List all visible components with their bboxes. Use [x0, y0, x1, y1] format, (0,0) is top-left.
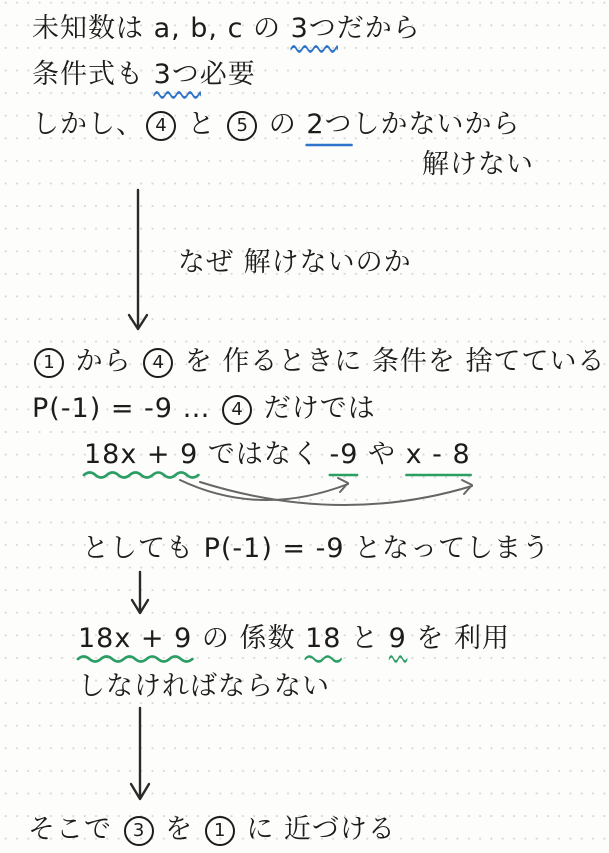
note-line-7 — [32, 392, 376, 426]
note-line-12 — [28, 813, 396, 847]
text: から — [66, 346, 142, 377]
wavy-underline — [154, 90, 200, 100]
text: 18x + 9 — [84, 439, 199, 470]
text: の — [259, 109, 307, 140]
text: ではなく — [198, 439, 330, 470]
highlight-three — [154, 58, 200, 92]
note-line-9: としても P(-1) = -9 となってしまう — [82, 533, 551, 564]
text: そこで — [28, 814, 122, 845]
highlight-expression — [78, 622, 192, 656]
note-line-2 — [32, 58, 256, 92]
circled-number-3: 3 — [124, 816, 154, 846]
highlight-minus-nine — [329, 438, 358, 472]
text: を — [155, 814, 203, 845]
text: だけでは — [254, 393, 376, 424]
text: 9 — [388, 623, 407, 654]
circled-number-4: 4 — [143, 348, 173, 378]
text: しかないから — [352, 109, 521, 140]
curved-arrows-icon — [170, 470, 490, 520]
text: 2つ — [306, 109, 353, 140]
text: 条件式も — [32, 59, 154, 90]
text: や — [358, 439, 406, 470]
text: に 近づける — [236, 814, 396, 845]
note-line-3 — [32, 108, 521, 142]
text: 18x + 9 — [78, 623, 193, 654]
note-line-1 — [32, 12, 421, 46]
text: だから — [336, 13, 421, 44]
down-arrow-icon — [128, 708, 152, 806]
text: と — [341, 623, 389, 654]
wavy-underline — [291, 44, 337, 54]
circled-number-1: 1 — [205, 816, 235, 846]
note-line-4: 解けない — [422, 149, 534, 180]
text: 18 — [305, 623, 342, 654]
note-line-6 — [32, 345, 606, 379]
note-line-8 — [84, 438, 471, 472]
text: P(-1) = -9 … — [32, 393, 221, 424]
note-line-5: なぜ 解けないのか — [178, 247, 412, 278]
straight-underline — [306, 140, 352, 150]
highlight-eighteen — [305, 622, 341, 656]
circled-number-1: 1 — [34, 348, 64, 378]
wavy-underline — [305, 654, 341, 664]
circled-number-4: 4 — [222, 395, 252, 425]
highlight-two — [306, 108, 352, 142]
circled-number-5: 5 — [227, 111, 257, 141]
text: 未知数は a, b, c の — [32, 13, 291, 44]
text: 必要 — [199, 59, 256, 90]
text: 3つ — [290, 13, 337, 44]
text: と — [178, 109, 226, 140]
text: を 作るときに 条件を 捨てている — [175, 346, 606, 377]
highlight-x-minus-8 — [406, 438, 471, 472]
highlight-three — [291, 12, 337, 46]
circled-number-4: 4 — [146, 111, 176, 141]
text: の 係数 — [192, 623, 306, 654]
note-line-10 — [78, 622, 510, 656]
text: しかし、 — [32, 109, 144, 140]
text: x - 8 — [405, 439, 471, 470]
highlight-expression — [84, 438, 198, 472]
text: を 利用 — [406, 623, 510, 654]
text: -9 — [329, 439, 359, 470]
down-arrow-icon — [128, 572, 152, 622]
wavy-underline — [78, 654, 192, 664]
down-arrow-icon — [126, 190, 150, 335]
wavy-underline — [389, 654, 407, 664]
highlight-nine — [389, 622, 407, 656]
text: 3つ — [153, 59, 200, 90]
note-line-11: しなければならない — [78, 671, 330, 702]
